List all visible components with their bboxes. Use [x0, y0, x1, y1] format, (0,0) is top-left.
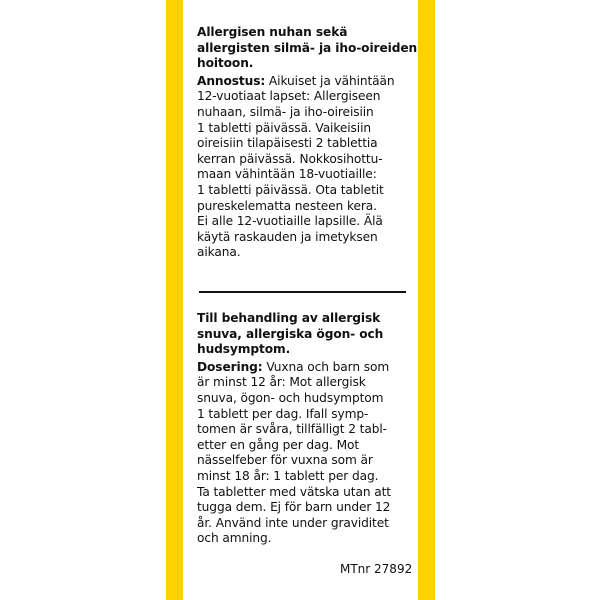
- heading-line: snuva, allergiska ögon- och: [197, 326, 384, 341]
- right-yellow-stripe: [418, 0, 435, 600]
- dosage-line: snuva, ögon- och hudsymptom: [197, 390, 384, 405]
- dosage-line: tugga dem. Ej för barn under 12: [197, 500, 391, 515]
- dosage-line: oireisiin tilapäisesti 2 tablettia: [197, 136, 378, 151]
- dosage-line: 1 tabletti päivässä. Ota tabletit: [197, 182, 384, 197]
- dosage-line: minst 18 år: 1 tablett per dag.: [197, 468, 379, 483]
- finnish-section: [197, 25, 418, 261]
- dosage-line: Annostus: Aikuiset ja vähintään: [197, 73, 395, 88]
- finnish-heading: [197, 25, 418, 72]
- dosage-label: Dosering:: [197, 359, 263, 374]
- dosage-line: Ei alle 12-vuotiaille lapsille. Älä: [197, 214, 383, 229]
- dosage-line: 1 tabletti päivässä. Vaikeisiin: [197, 120, 371, 135]
- dosage-line: Ta tabletter med vätska utan att: [197, 484, 391, 499]
- dosage-line: nässelfeber för vuxna som är: [197, 453, 373, 468]
- dosage-line: år. Använd inte under graviditet: [197, 515, 389, 530]
- heading-line: hoitoon.: [197, 56, 254, 71]
- section-divider: [199, 291, 406, 293]
- left-yellow-stripe: [166, 0, 183, 600]
- dosage-line: käytä raskauden ja imetyksen: [197, 229, 378, 244]
- dosage-line: 12-vuotiaat lapset: Allergiseen: [197, 89, 381, 104]
- dosage-line: maan vähintään 18-vuotiaille:: [197, 167, 377, 182]
- dosage-line: nuhaan, silmä- ja iho-oireisiin: [197, 104, 374, 119]
- dosage-line: kerran päivässä. Nokkosihottu-: [197, 151, 383, 166]
- swedish-section: [197, 311, 412, 547]
- swedish-dosage: [197, 360, 412, 547]
- swedish-heading: [197, 311, 412, 358]
- finnish-dosage: [197, 74, 412, 261]
- heading-line: Allergisen nuhan sekä: [197, 25, 348, 39]
- dosage-line: och amning.: [197, 531, 272, 546]
- heading-line: allergisten silmä- ja iho-oireiden: [197, 40, 418, 55]
- dosage-label: Annostus:: [197, 73, 266, 88]
- dosage-line: tomen är svåra, tillfälligt 2 tabl-: [197, 422, 387, 437]
- dosage-line: pureskelematta nesteen kera.: [197, 198, 377, 213]
- dosage-line: 1 tablett per dag. Ifall symp-: [197, 406, 369, 421]
- dosage-line: är minst 12 år: Mot allergisk: [197, 375, 366, 390]
- reference-number: MTnr 27892: [340, 562, 413, 576]
- dosage-line: etter en gång per dag. Mot: [197, 437, 360, 452]
- dosage-line: aikana.: [197, 245, 241, 260]
- dosage-line: Dosering: Vuxna och barn som: [197, 359, 390, 374]
- heading-line: Till behandling av allergisk: [197, 311, 381, 325]
- heading-line: hudsymptom.: [197, 342, 291, 357]
